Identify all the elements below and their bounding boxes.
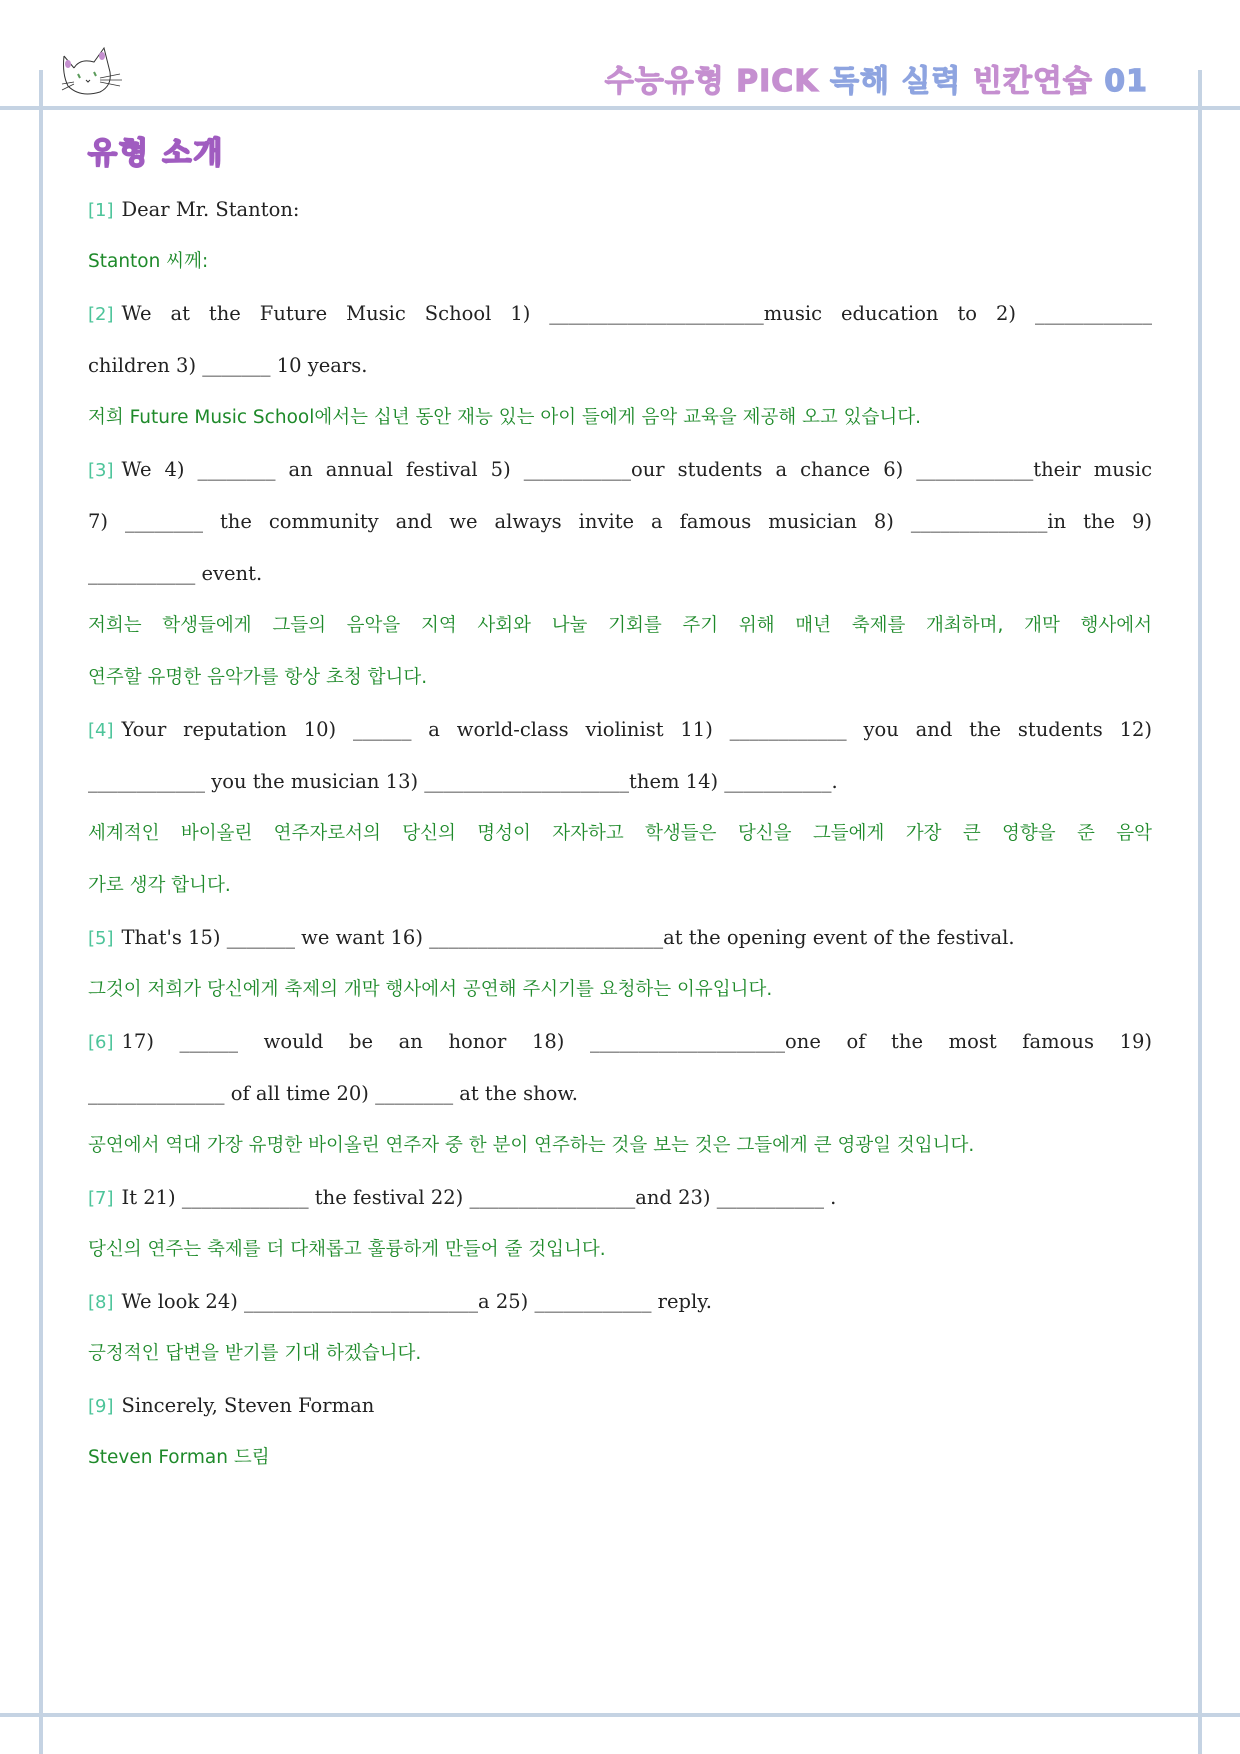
frame-top-line — [0, 106, 1240, 110]
english-sentence-line — [88, 192, 1152, 244]
korean-translation-line — [88, 400, 1152, 452]
frame-bottom-line — [0, 1713, 1240, 1717]
line-text: ___________ event. — [88, 562, 263, 585]
line-text: 당신의 연주는 축제를 더 다채롭고 훌륭하게 만들어 줄 것입니다. — [88, 1239, 606, 1260]
sentence-number-marker: [4] — [88, 720, 114, 741]
korean-translation-line — [88, 868, 1152, 920]
header-title-part: 실력 — [901, 64, 962, 99]
frame-right-line — [1198, 70, 1202, 1754]
line-text: We 4) ________ an annual festival 5) ___________our students a chance 6) ____________their music — [121, 458, 1152, 481]
line-text: 17) ______ would be an honor 18) ____________________one of the most famous 19) — [121, 1030, 1152, 1053]
line-text: That's 15) _______ we want 16) ________________________at the opening event of the festival. — [121, 926, 1015, 949]
header-title-part: 빈칸연습 — [972, 64, 1093, 99]
sentence-number-marker: [1] — [88, 200, 114, 221]
line-text: Steven Forman 드림 — [88, 1447, 270, 1468]
line-text: ______________ of all time 20) ________ at the show. — [88, 1082, 578, 1105]
line-text: 공연에서 역대 가장 유명한 바이올린 연주자 중 한 분이 연주하는 것을 보는 것은 그들에게 큰 영광일 것입니다. — [88, 1135, 975, 1156]
english-sentence-line — [88, 452, 1152, 504]
korean-translation-line — [88, 608, 1152, 660]
line-text: 긍정적인 답변을 받기를 기대 하겠습니다. — [88, 1343, 422, 1364]
line-text: Sincerely, Steven Forman — [121, 1394, 375, 1417]
line-text: We look 24) ________________________a 25) ____________ reply. — [121, 1290, 712, 1313]
line-text: We at the Future Music School 1) ______________________music education to 2) ____________ — [121, 302, 1152, 325]
sentence-number-marker: [5] — [88, 928, 114, 949]
line-text: It 21) _____________ the festival 22) _________________and 23) ___________ . — [121, 1186, 837, 1209]
line-text: 저희는 학생들에게 그들의 음악을 지역 사회와 나눌 기회를 주기 위해 매년 축제를 개최하며, 개막 행사에서 — [88, 615, 1152, 636]
english-sentence-line — [88, 296, 1152, 348]
sentence-number-marker: [8] — [88, 1292, 114, 1313]
english-sentence-line — [88, 504, 1152, 556]
korean-translation-line — [88, 244, 1152, 296]
header-title-part: 독해 — [830, 64, 890, 99]
sentence-number-marker: [6] — [88, 1032, 114, 1053]
english-sentence-line — [88, 1180, 1152, 1232]
korean-translation-line — [88, 816, 1152, 868]
line-text: 그것이 저희가 당신에게 축제의 개막 행사에서 공연해 주시기를 요청하는 이유입니다. — [88, 979, 773, 1000]
english-sentence-line — [88, 556, 1152, 608]
korean-translation-line — [88, 972, 1152, 1024]
line-text: children 3) _______ 10 years. — [88, 354, 368, 377]
line-text: Your reputation 10) ______ a world-class violinist 11) ____________ you and the students 12) — [121, 718, 1152, 741]
korean-translation-line — [88, 1232, 1152, 1284]
english-sentence-line — [88, 348, 1152, 400]
sentence-number-marker: [7] — [88, 1188, 114, 1209]
korean-translation-line — [88, 1128, 1152, 1180]
header-title-part: PICK — [736, 64, 819, 99]
line-text: 세계적인 바이올린 연주자로서의 당신의 명성이 자자하고 학생들은 당신을 그들에게 가장 큰 영향을 준 음악 — [88, 823, 1152, 844]
english-sentence-line — [88, 1024, 1152, 1076]
line-text: 연주할 유명한 음악가를 항상 초청 합니다. — [88, 667, 428, 688]
sentence-number-marker: [2] — [88, 304, 114, 325]
english-sentence-line — [88, 764, 1152, 816]
sentence-number-marker: [9] — [88, 1396, 114, 1417]
english-sentence-line — [88, 1388, 1152, 1440]
header-title-part: 01 — [1104, 64, 1148, 99]
line-text: 저희 Future Music School에서는 십년 동안 재능 있는 아이 들에게 음악 교육을 제공해 오고 있습니다. — [88, 407, 922, 428]
header-title — [605, 56, 1148, 100]
letter-content — [88, 192, 1152, 1492]
line-text: Stanton 씨께: — [88, 251, 209, 272]
english-sentence-line — [88, 920, 1152, 972]
english-sentence-line — [88, 1076, 1152, 1128]
header-title-part: 수능유형 — [604, 64, 725, 99]
line-text: 7) ________ the community and we always invite a famous musician 8) ______________in the 9) — [88, 510, 1152, 533]
korean-translation-line — [88, 1440, 1152, 1492]
english-sentence-line — [88, 712, 1152, 764]
cat-icon — [60, 44, 126, 100]
sentence-number-marker: [3] — [88, 460, 114, 481]
frame-left-line — [39, 70, 43, 1754]
line-text: Dear Mr. Stanton: — [121, 198, 300, 221]
korean-translation-line — [88, 660, 1152, 712]
english-sentence-line — [88, 1284, 1152, 1336]
korean-translation-line — [88, 1336, 1152, 1388]
section-title: 유형 소개 — [88, 136, 225, 171]
line-text: ____________ you the musician 13) _____________________them 14) ___________. — [88, 770, 838, 793]
line-text: 가로 생각 합니다. — [88, 875, 231, 896]
